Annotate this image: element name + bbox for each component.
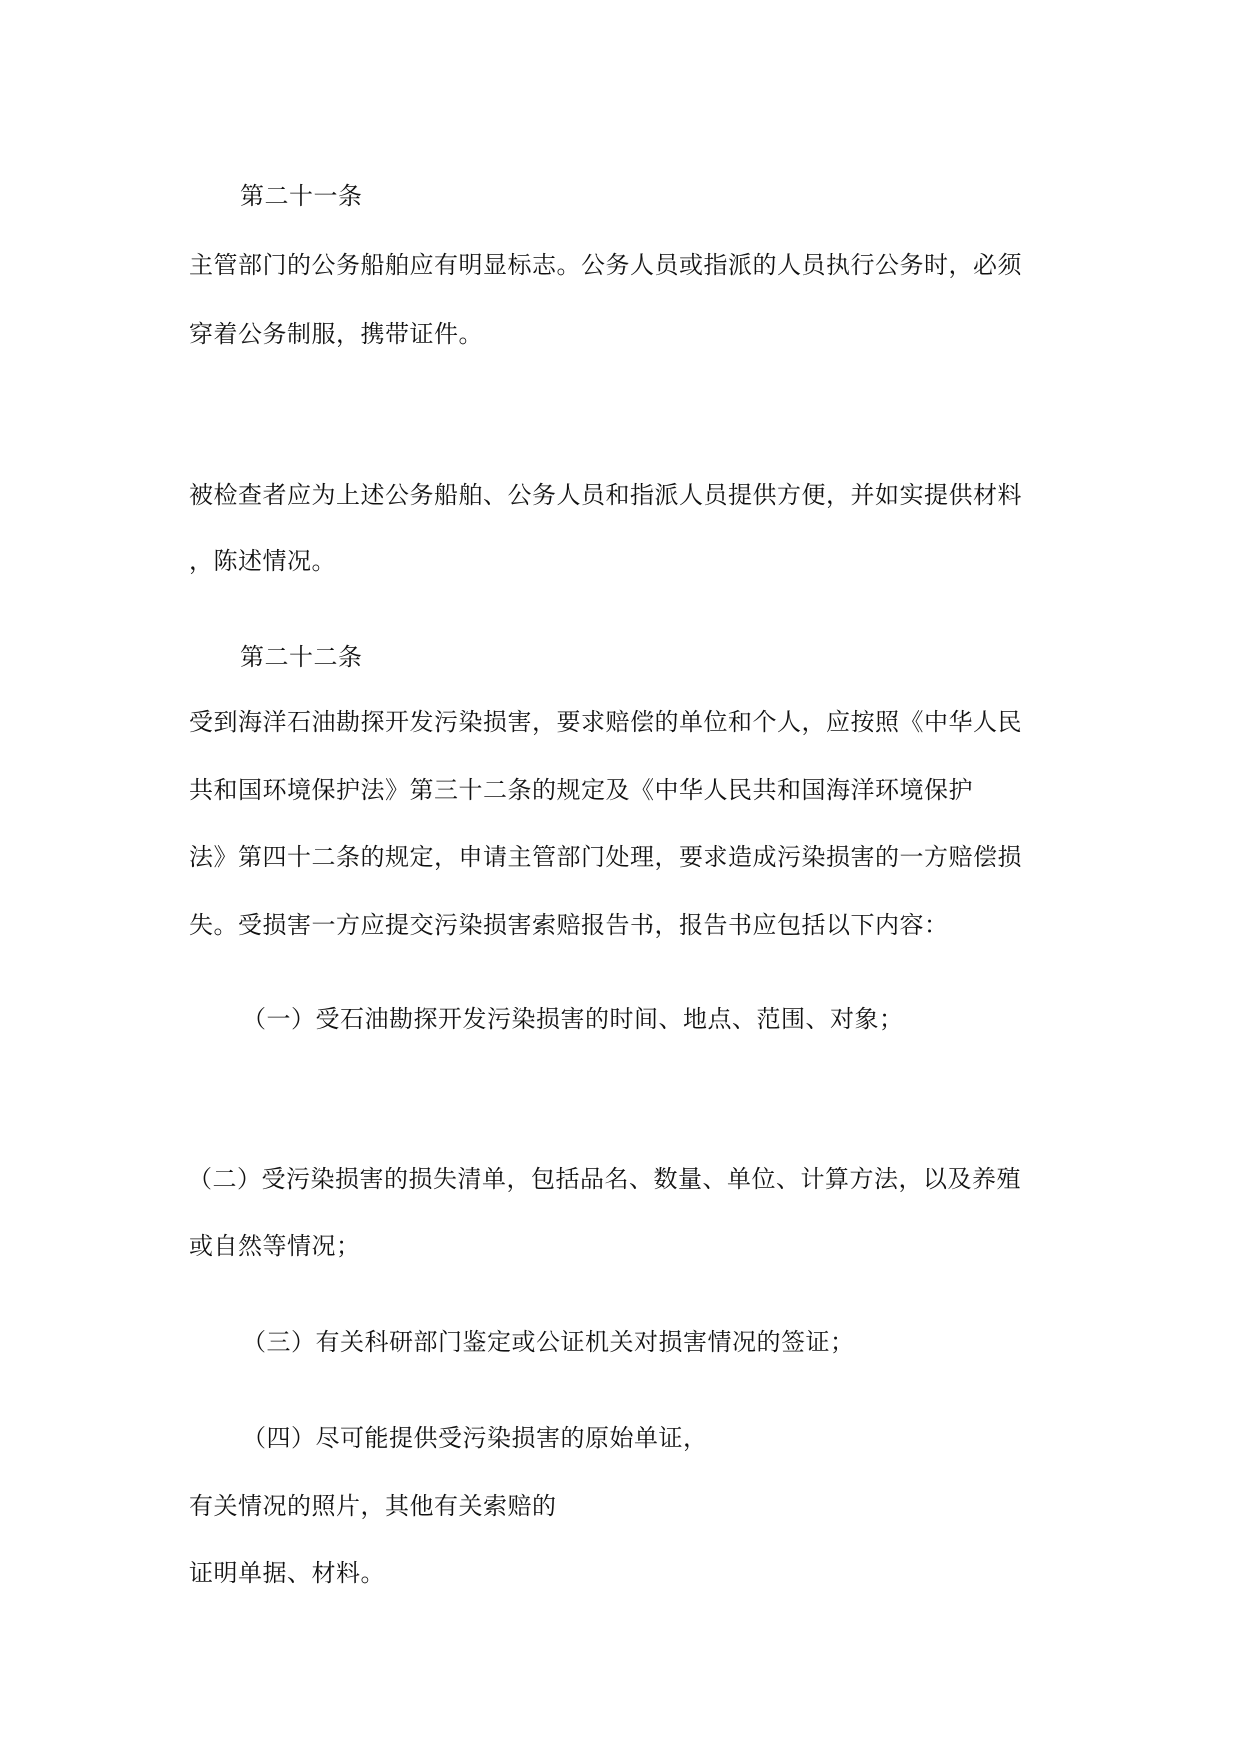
article-22-item-2-line-1: （二）受污染损害的损失清单，包括品名、数量、单位、计算方法，以及养殖 (188, 1165, 1021, 1193)
article-22-item-4-line-2: 有关情况的照片，其他有关索赔的 (189, 1492, 557, 1520)
article-21-text-line-1: 主管部门的公务船舶应有明显标志。公务人员或指派的人员执行公务时，必须 (189, 251, 1022, 279)
article-21-text-line-3: 被检查者应为上述公务船舶、公务人员和指派人员提供方便，并如实提供材料 (189, 481, 1022, 509)
article-22-item-2-line-2: 或自然等情况； (189, 1232, 361, 1260)
article-22-text-line-1: 受到海洋石油勘探开发污染损害，要求赔偿的单位和个人，应按照《中华人民 (189, 708, 1022, 736)
article-22-text-line-3: 法》第四十二条的规定，申请主管部门处理，要求造成污染损害的一方赔偿损 (189, 843, 1022, 871)
article-21-text-line-2: 穿着公务制服，携带证件。 (189, 320, 483, 348)
article-22-item-3: （三）有关科研部门鉴定或公证机关对损害情况的签证； (242, 1328, 855, 1356)
article-22-heading: 第二十二条 (240, 643, 363, 671)
article-22-text-line-2: 共和国环境保护法》第三十二条的规定及《中华人民共和国海洋环境保护 (189, 776, 973, 804)
article-22-item-1: （一）受石油勘探开发污染损害的时间、地点、范围、对象； (242, 1005, 904, 1033)
article-22-item-4-line-3: 证明单据、材料。 (189, 1559, 385, 1587)
article-21-text-line-4: ，陈述情况。 (189, 547, 336, 575)
article-22-text-line-4: 失。受损害一方应提交污染损害索赔报告书，报告书应包括以下内容： (189, 911, 949, 939)
article-22-item-4-line-1: （四）尽可能提供受污染损害的原始单证， (242, 1424, 708, 1452)
article-21-heading: 第二十一条 (240, 182, 363, 210)
